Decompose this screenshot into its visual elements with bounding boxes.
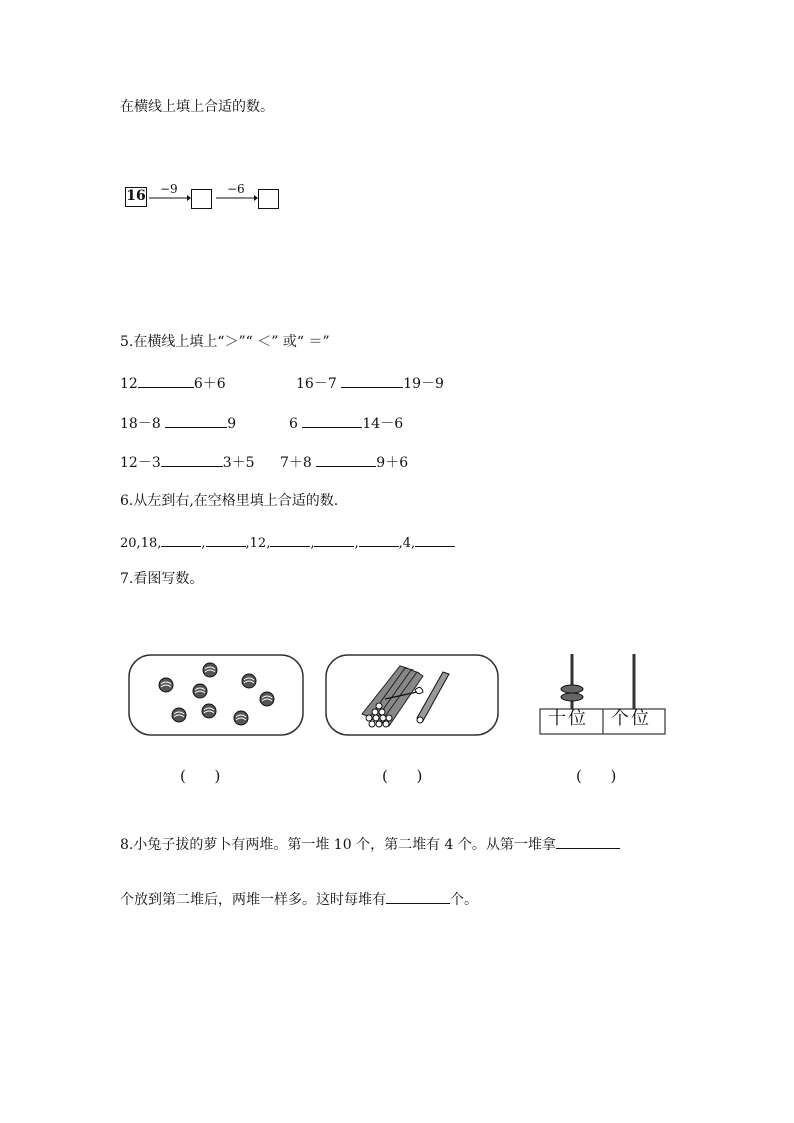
answer-blank[interactable] [415,532,455,547]
answer-box-2[interactable] [258,189,279,209]
answer-blank[interactable] [302,413,362,428]
answer-paren-3[interactable]: ( ) [576,767,617,785]
seq-number: 12, [249,536,271,551]
op2-label: −6 [227,182,245,196]
answer-blank[interactable] [270,532,310,547]
answer-blank[interactable] [556,834,620,849]
q5-row1-left [120,373,226,393]
beads-picture [128,654,304,736]
op1-label: −9 [160,182,178,196]
answer-blank[interactable] [165,413,227,428]
answer-blank[interactable] [341,373,403,388]
q5-row2-left [120,413,236,433]
arrow-1 [149,192,191,204]
expr: 12 [120,376,138,392]
expr: 12－3 [120,455,161,471]
expr: 7＋8 [280,455,312,471]
instruction-text: 在横线上填上合适的数。 [120,99,274,115]
q8-line1 [120,834,620,854]
answer-blank[interactable] [161,452,223,467]
answer-blank[interactable] [314,532,354,547]
expr: 19－9 [403,376,444,392]
seq-number: 20, [120,536,141,551]
seq-sep: , [354,536,359,551]
answer-box-1[interactable] [191,189,212,209]
expr: 6 [289,416,298,432]
seq-sep: , [310,536,315,551]
answer-blank[interactable] [316,452,376,467]
answer-blank[interactable] [138,373,194,388]
answer-paren-1[interactable]: ( ) [180,767,221,785]
q8-text: 8.小兔子拔的萝卜有两堆。第一堆 10 个，第二堆有 4 个。从第一堆拿 [120,837,556,853]
answer-blank[interactable] [386,889,450,904]
arrow-2 [216,192,258,204]
ones-label: 个位 [611,708,651,729]
seq-sep: , [245,536,250,551]
answer-paren-2[interactable]: ( ) [382,767,423,785]
expr: 6＋6 [193,376,226,392]
q6-title: 6.从左到右,在空格里填上合适的数. [120,493,339,509]
tens-label: 十位 [548,708,588,729]
q6-sequence [120,532,455,553]
seq-sep: , [201,536,206,551]
q5-row1-right [296,373,444,393]
seq-number: 18, [140,536,162,551]
expr: 9＋6 [376,455,409,471]
expr: 9 [227,416,237,432]
q5-row2-right [289,413,403,433]
answer-blank[interactable] [206,532,246,547]
q8-text: 个放到第二堆后，两堆一样多。这时每堆有 [120,892,386,908]
expr: 16－7 [296,376,337,392]
start-number: 16 [126,188,146,204]
expr: 18－8 [120,416,161,432]
seq-sep: , [398,536,403,551]
q5-row3-left [120,452,255,472]
start-number-box [125,187,147,207]
expr: 3＋5 [222,455,255,471]
q5-title: 5.在横线上填上“＞”“ ＜” 或“ ＝” [120,334,330,350]
answer-blank[interactable] [359,532,399,547]
expr: 14－6 [362,416,404,432]
seq-number: 4, [402,536,416,551]
answer-blank[interactable] [161,532,201,547]
q8-line2 [120,889,478,909]
q8-text: 个。 [450,892,478,908]
q5-row3-right [280,452,408,472]
sticks-picture [325,654,499,736]
q7-title: 7.看图写数。 [120,571,204,587]
